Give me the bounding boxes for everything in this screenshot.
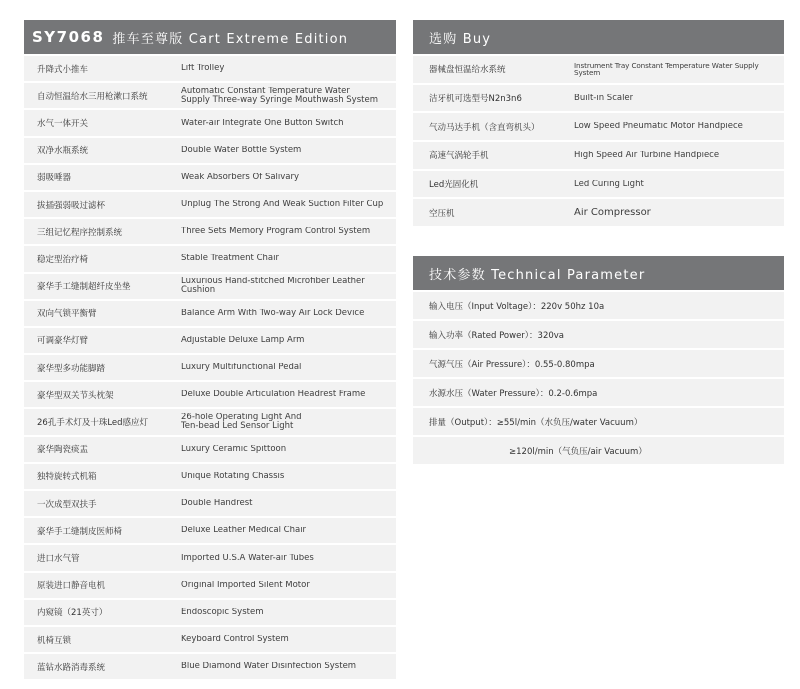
feature-row [24,355,396,380]
feature-row [24,573,396,598]
feature-row [24,274,396,299]
optional-item-cn: 气动马达手机（含直弯机头） [429,122,540,133]
feature-name-cn: 三组记忆程序控制系统 [37,227,123,238]
feature-name-en: Luxury Multifunctional Pedal [181,363,302,373]
feature-row [24,192,396,217]
optional-item-en: Low Speed Pneumatic Motor Handpiece [574,122,743,132]
feature-name-en: Luxurious Hand-stitched Microfiber Leather Cushion [181,277,365,296]
feature-row [24,110,396,135]
feature-name-cn: 蓝钻水路消毒系统 [37,662,106,673]
optional-item-cn: 空压机 [429,208,455,219]
feature-name-cn: 稳定型治疗椅 [37,254,89,265]
feature-name-cn: 豪华手工缝制皮医师椅 [37,526,123,537]
feature-name-cn: 豪华型双关节头枕架 [37,390,114,401]
feature-name-en: Deluxe Leather Medical Chair [181,526,307,536]
feature-name-cn: 独特旋转式机箱 [37,472,97,483]
spec-row: 水源水压（Water Pressure）：0.2-0.6mpa [413,379,784,406]
edition-title: 推车至尊版 Cart Extreme Edition [112,31,349,47]
buy-title: 选购 Buy [429,31,492,47]
feature-name-cn: 水气一体开关 [37,118,89,129]
feature-name-cn: 进口水气管 [37,553,80,564]
feature-name-en: Unplug The Strong And Weak Suction Filter Cup [181,200,384,209]
feature-name-en: Blue Diamond Water Disinfection System [181,662,357,672]
feature-name-cn: 一次成型双扶手 [37,499,97,510]
optional-item-en: Led Curing Light [574,179,644,189]
feature-row [24,545,396,570]
feature-row [24,301,396,326]
feature-name-cn: 自动恒温给水三用枪漱口系统 [37,91,148,102]
specs-title: 技术参数 Technical Parameter [429,267,646,283]
spec-row: 输入功率（Rated Power）：320va [413,321,784,348]
feature-name-en: Unique Rotating Chassis [181,471,285,481]
optional-item-cn: Led光固化机 [429,180,479,191]
feature-name-en: Luxury Ceramic Spittoon [181,444,287,454]
optional-item-en: Instrument Tray Constant Temperature Water Supply System [574,61,759,77]
optional-item-en: Air Compressor [574,207,651,218]
feature-name-cn: 机椅互锁 [37,635,72,646]
optional-item-row [413,56,784,83]
spec-row: ≥120l/min（气负压/air Vacuum） [413,437,784,464]
feature-name-cn: 双净水瓶系统 [37,146,89,157]
feature-name-en: Original Imported Silent Motor [181,580,310,590]
feature-name-cn: 豪华手工缝制超纤皮坐垫 [37,282,131,293]
spec-row: 输入电压（Input Voltage）：220v 50hz 10a [413,292,784,319]
feature-name-en: Stable Treatment Chair [181,254,279,264]
feature-row [24,654,396,679]
feature-name-cn: 拔插强弱吸过滤杯 [37,200,106,211]
feature-name-en: Adjustable Deluxe Lamp Arm [181,336,305,345]
feature-row [24,165,396,190]
spec-row: 气源气压（Air Pressure）：0.55-0.80mpa [413,350,784,377]
optional-item-en: Built-in Scaler [574,93,634,103]
feature-name-en: Double Handrest [181,499,253,509]
optional-item-row [413,85,784,112]
feature-name-en: Keyboard Control System [181,635,289,644]
optional-item-row [413,199,784,226]
feature-name-en: Water-air Integrate One Button Switch [181,118,344,128]
optional-item-cn: 高速气涡轮手机 [429,151,489,162]
spec-row: 排量（Output）：≥55l/min（水负压/water Vacuum） [413,408,784,435]
standard-features-table [24,20,396,679]
feature-name-en: Double Water Bottle System [181,145,302,155]
feature-row [24,464,396,489]
feature-row [24,437,396,462]
feature-row [24,518,396,543]
feature-name-en: Endoscopic System [181,607,264,617]
feature-name-en: Lift Trolley [181,64,225,74]
feature-row [24,627,396,652]
feature-name-en: 26-hole Operating Light And Ten-bead Led Sensor Light [181,413,302,431]
optional-and-specs [413,20,784,464]
feature-name-cn: 豪华型多功能脚踏 [37,363,106,374]
model-number: SY7068 [32,28,105,46]
feature-name-cn: 内窥镜（21英寸） [37,608,108,619]
specs-header [413,256,784,290]
feature-name-cn: 可调豪华灯臂 [37,336,89,347]
optional-item-cn: 器械盘恒温给水系统 [429,65,506,76]
feature-name-cn: 26孔手术灯及十珠Led感应灯 [37,418,149,429]
feature-name-cn: 双向气锁平衡臂 [37,309,97,320]
feature-name-en: Three Sets Memory Program Control System [181,227,371,237]
feature-name-cn: 弱吸唾器 [37,173,72,184]
optional-item-row [413,142,784,169]
feature-name-en: Deluxe Double Articulation Headrest Frame [181,390,366,400]
feature-row [24,138,396,163]
feature-row [24,600,396,625]
standard-features-header [24,20,396,54]
feature-name-cn: 升降式小推车 [37,64,89,75]
buy-header [413,20,784,54]
feature-name-en: Balance Arm With Two-way Air Lock Device [181,308,365,318]
feature-row [24,219,396,244]
optional-item-cn: 洁牙机可选型号N2n3n6 [429,94,522,105]
feature-row [24,409,396,434]
feature-row [24,328,396,353]
feature-name-en: Automatic Constant Temperature Water Supply Three-way Syringe Mouthwash System [181,86,378,105]
feature-name-cn: 豪华陶瓷痰盂 [37,445,89,456]
optional-item-row [413,171,784,198]
feature-row [24,83,396,108]
feature-row [24,382,396,407]
feature-name-en: Imported U.S.A Water-air Tubes [181,553,314,563]
optional-item-en: High Speed Air Turbine Handpiece [574,150,720,160]
feature-row [24,491,396,516]
feature-name-en: Weak Absorbers Of Salivary [181,172,300,182]
feature-row [24,246,396,271]
optional-item-row [413,113,784,140]
feature-row [24,56,396,81]
feature-name-cn: 原装进口静音电机 [37,581,106,592]
